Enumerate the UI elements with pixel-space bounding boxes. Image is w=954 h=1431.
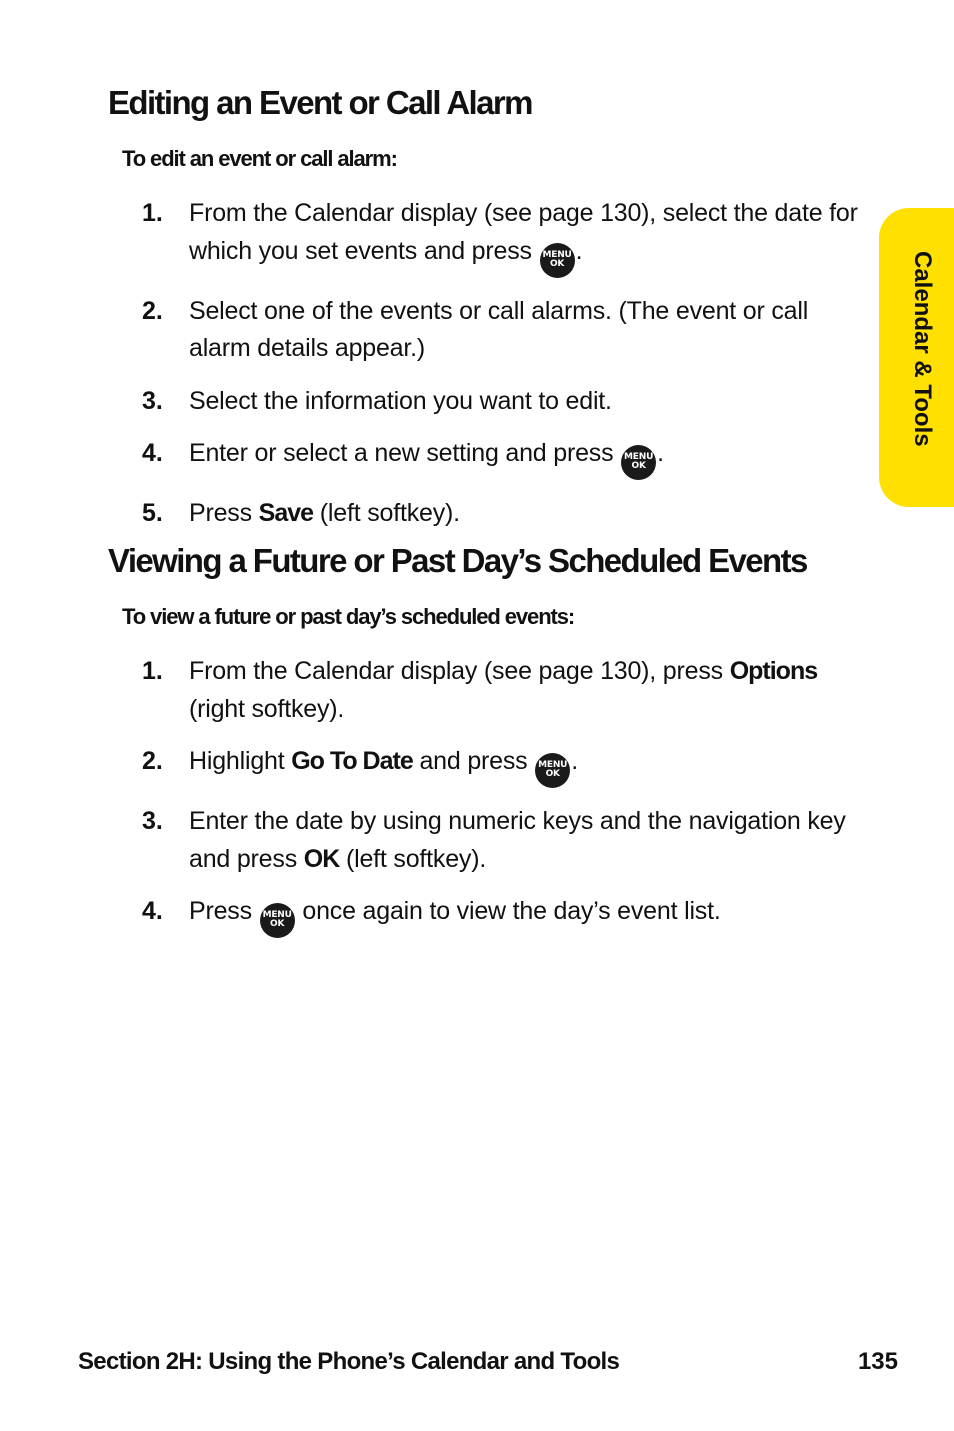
softkey-label: OK (303, 844, 340, 873)
softkey-label: Options (729, 657, 818, 685)
step-number: 5. (142, 499, 163, 527)
step-number: 2. (142, 747, 163, 775)
step-text: Enter or select a new setting and press MENU OK . (189, 435, 862, 480)
list-item (142, 803, 862, 878)
subheading-view-events: To view a future or past day’s scheduled events: (122, 604, 575, 629)
step-number: 4. (142, 897, 163, 925)
list-item (142, 293, 862, 368)
subheading-edit-alarm: To edit an event or call alarm: (122, 146, 397, 171)
list-item (142, 893, 862, 938)
menu-ok-key-icon: MENU OK (540, 243, 575, 278)
menu-option-label: Go To Date (291, 747, 413, 775)
step-number: 3. (142, 386, 163, 415)
step-number: 4. (142, 439, 163, 467)
section-heading-editing: Editing an Event or Call Alarm (108, 84, 532, 121)
list-item (142, 195, 862, 278)
view-steps-list (142, 653, 862, 953)
section-heading-viewing: Viewing a Future or Past Day’s Scheduled Events (108, 542, 807, 579)
list-item (142, 495, 862, 533)
step-text: Press Save (left softkey). (189, 499, 460, 527)
list-item (142, 435, 862, 480)
list-item (142, 743, 862, 788)
edit-steps-list (142, 195, 862, 548)
step-text: Highlight Go To Date and press MENU OK . (189, 743, 862, 788)
step-text: From the Calendar display (see page 130), press Options (right softkey). (189, 657, 818, 723)
step-text: Enter the date by using numeric keys and the navigation key and press OK (left softkey). (189, 807, 846, 873)
menu-ok-key-icon: MENU OK (260, 903, 295, 938)
step-text: From the Calendar display (see page 130), select the date for which you set events and press MENU OK . (189, 195, 862, 278)
menu-ok-key-icon: MENU OK (621, 445, 656, 480)
footer-section-title: Section 2H: Using the Phone’s Calendar and Tools (78, 1348, 620, 1375)
step-text: Select the information you want to edit. (189, 386, 612, 415)
step-number: 1. (142, 657, 163, 685)
list-item (142, 653, 862, 728)
menu-ok-key-icon: MENU OK (535, 753, 570, 788)
chapter-tab-label: Calendar & Tools (909, 251, 936, 447)
step-number: 3. (142, 807, 163, 835)
page-number: 135 (857, 1348, 898, 1375)
softkey-label: Save (258, 499, 314, 527)
list-item (142, 383, 862, 421)
step-text: Select one of the events or call alarms. (The event or call alarm details appear.) (189, 296, 809, 362)
step-number: 2. (142, 296, 163, 325)
step-number: 1. (142, 199, 163, 227)
step-text: Press MENU OK once again to view the day’s event list. (189, 893, 862, 938)
